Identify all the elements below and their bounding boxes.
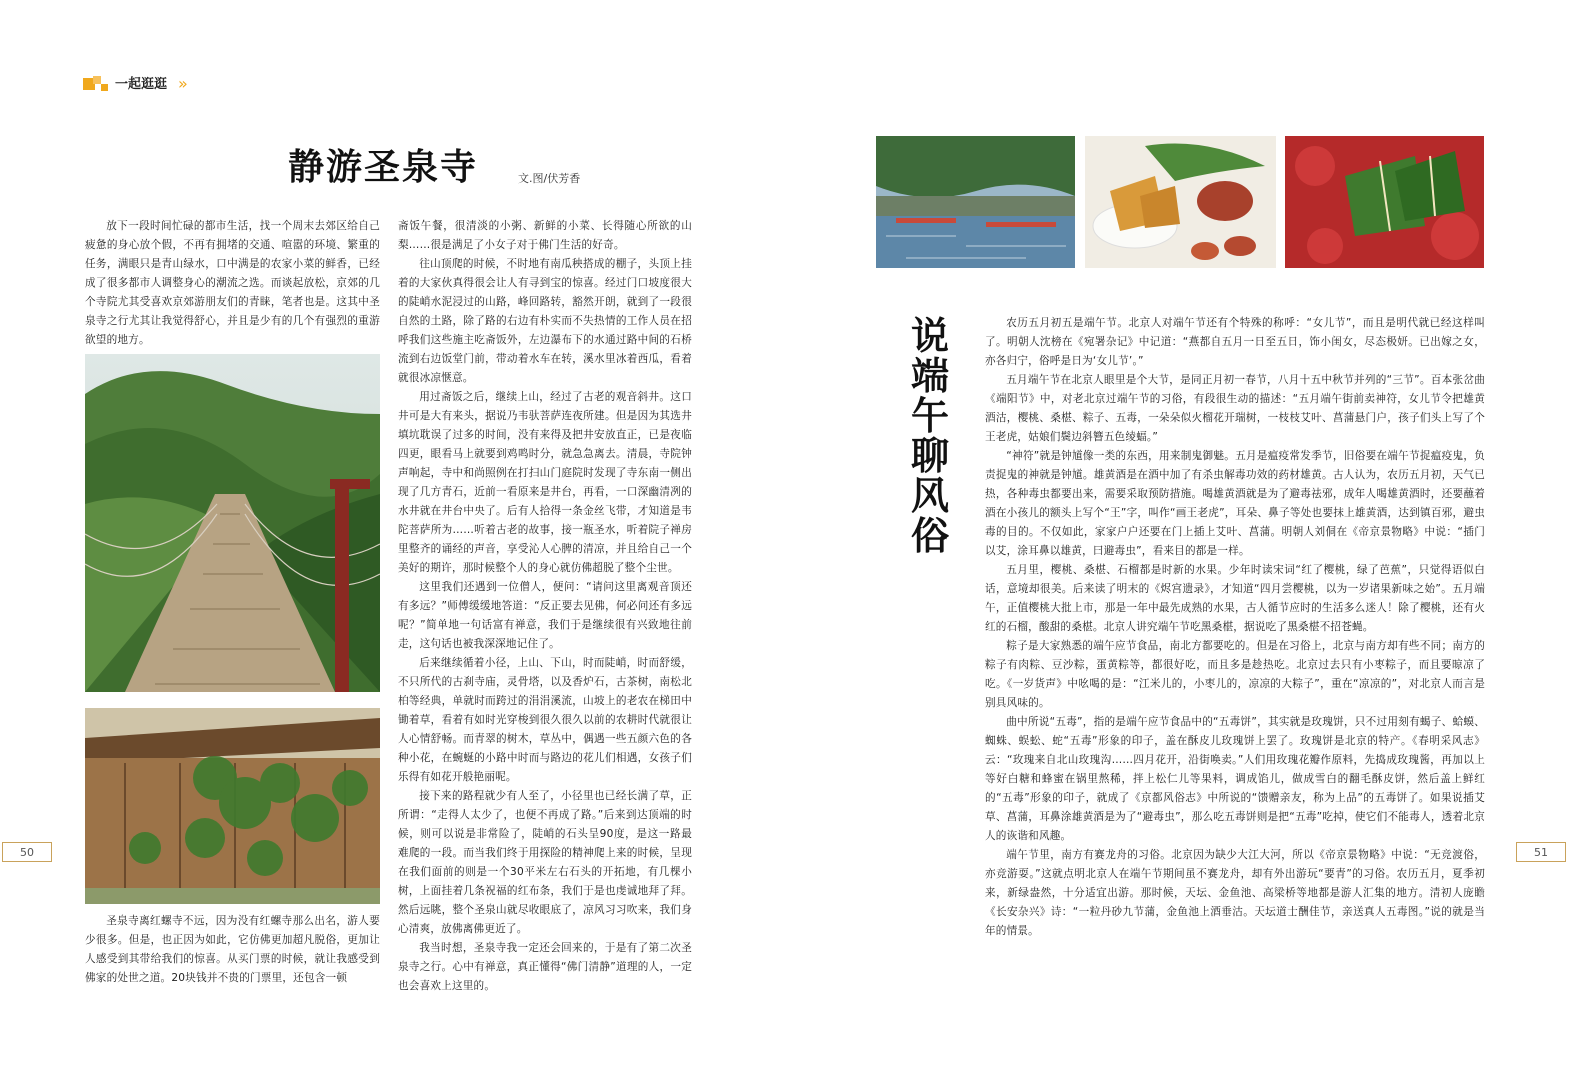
orange-block-tiny-icon — [101, 84, 108, 91]
paragraph: 往山顶爬的时候，不时地有南瓜秧搭成的棚子，头顶上挂着的大家伙真得很会让人有寻到宝的惊喜。经过门口坡度很大的陡峭水泥浸过的山路，峰回路转，豁然开朗，就到了一段很自然的土路，除了路的右边有朴实而不失热情的工作人员在招呼我们这些施主吃斋饭外，左边瀑布下的水通过路中间的石桥流到右边饭堂门前，带动着水车在转，溪水里冰着西瓜，看着就很冰凉惬意。 — [398, 258, 692, 384]
double-chevron-icon: » — [178, 74, 188, 93]
page-number-left: 50 — [2, 842, 52, 862]
article-byline: 文.图/伏芳香 — [518, 172, 581, 185]
paragraph: 斋饭午餐，很清淡的小粥、新鲜的小菜、长得随心所欲的山梨……很是满足了小女子对于佛门生活的好奇。 — [398, 220, 692, 251]
paragraph: 用过斋饭之后，继续上山，经过了古老的观音斜井。这口井可是大有来头，据说乃韦驮菩萨连夜所建。但是因为其选井填坑耽误了过多的时间，没有来得及把井安放直正，已是夜临四更，眼看马上就要到鸡鸣时分，就急急离去。清晨，寺院钟声响起，寺中和尚照例在打扫山门庭院时发现了寺东南一侧出现了几方青石，近前一看原来是井台，再看，一口深幽清冽的水井就在井台中央了。后有人拾得一条金丝飞带，才知道是韦陀菩萨所为……听着古老的故事，接一瓶圣水，听着院子禅房里整齐的诵经的声音，享受沁人心脾的清凉，并且给自己一个美好的期许，那时候整个人的身心就仿佛超脱了整个尘世。 — [398, 391, 692, 574]
paragraph: 我当时想，圣泉寺我一定还会回来的，于是有了第二次圣泉寺之行。心中有禅意，真正懂得“佛门清静”道理的人，一定也会喜欢上这里的。 — [398, 942, 692, 992]
page-number-right: 51 — [1516, 842, 1566, 862]
paragraph: 曲中所说“五毒”，指的是端午应节食品中的“五毒饼”，其实就是玫瑰饼，只不过用刻有蝎子、蛤蟆、蜘蛛、蜈蚣、蛇“五毒”形象的印子，盖在酥皮儿玫瑰饼上罢了。玫瑰饼是北京的特产。《春明采风志》云：“玫瑰来自北山玫瑰沟……四月花开，沿街唤卖。”人们用玫瑰花瓣作原料，先捣成玫瑰酱，再加以上等好白糖和蜂蜜在锅里熬稀，拌上松仁儿等果料，调成馅儿，做成雪白的翻毛酥皮饼，然后盖上鲜红的“五毒”形象的印子，就成了《京都风俗志》中所说的“馈赠亲友，称为上品”的五毒饼了。如果说插艾草、菖蒲，耳鼻涂雄黄酒是为了“避毒虫”，那么吃五毒饼则是把“五毒”吃掉，使它们不能毒人，透着北京人的诙谐和风趣。 — [985, 716, 1485, 842]
paragraph: 农历五月初五是端午节。北京人对端午节还有个特殊的称呼：“女儿节”，而且是明代就已经这样叫了。明朝人沈榜在《宛署杂记》中记道：“燕都自五月一日至五日，饰小闺女，尽态极妍。已出嫁之女，亦各归宁，俗呼是日为‘女儿节’。” — [985, 317, 1485, 367]
article-title: 静游圣泉寺 — [288, 146, 479, 188]
zongzi-illustration — [1085, 136, 1276, 268]
bridge-photo — [85, 354, 380, 692]
paragraph: 五月里，樱桃、桑椹、石榴都是时新的水果。少年时读宋词“红了樱桃，绿了芭蕉”，只觉得语似白话，意境却很美。后来读了明末的《烬宫遗录》，才知道“四月尝樱桃，以为一岁诸果新味之始”。五月端午，正值樱桃大批上市，那是一年中最先成熟的水果，古人循节应时的生活多么迷人！除了樱桃，还有火红的石榴，酸甜的桑椹。北京人讲究端午节吃黑桑椹，据说吃了黑桑椹不招苍蝇。 — [985, 564, 1485, 633]
paragraph: 这里我们还遇到一位僧人，便问：“请问这里离观音顶还有多远？”师傅缓缓地答道：“反正要去见佛，何必问还有多远呢？”简单地一句话富有禅意，我们于是继续很有兴致地往前走，这句话也被我深深地记住了。 — [398, 581, 692, 650]
zongzi-tea-photo — [1085, 136, 1276, 268]
paragraph: 圣泉寺离红螺寺不远，因为没有红螺寺那么出名，游人要少很多。但是，也正因为如此，它仿佛更加超凡脱俗，更加让人感受到其带给我们的惊喜。从买门票的时候，就让我感受到佛家的处世之道。20块钱并不贵的门票里，还包含一顿 — [85, 915, 380, 984]
section-marker — [83, 76, 213, 94]
left-col1-bottom — [85, 912, 380, 992]
paragraph: 放下一段时间忙碌的都市生活，找一个周末去郊区给自己疲惫的身心放个假，不再有拥堵的交通、喧嚣的环境、繁重的任务，满眼只是青山绿水，口中满是的农家小菜的鲜香，已经成了很多都市人调整身心的潮流之选。而谈起放松，京郊的几个寺院尤其受喜欢京郊游朋友们的青睐，笔者也是。这其中圣泉寺之行尤其让我觉得舒心，并且是少有的几个有强烈的重游欲望的地方。 — [85, 220, 380, 346]
hut-photo — [85, 708, 380, 904]
paragraph: 端午节里，南方有赛龙舟的习俗。北京因为缺少大江大河，所以《帝京景物略》中说：“无竞渡俗，亦竞游耍。”这就点明北京人在端午节期间虽不赛龙舟，却有外出游玩“要青”的习俗。农历五月，夏季初来，新绿盎然，十分适宜出游。那时候，天坛、金鱼池、高梁桥等地都是游人汇集的地方。清初人庞瞻《长安杂兴》诗：“一粒丹砂九节蒲，金鱼池上酒垂沽。天坛道士酬佳节，亲送真人五毒图。”说的就是当年的情景。 — [985, 849, 1485, 937]
orange-block-small-icon — [93, 76, 101, 84]
right-article-body — [985, 314, 1485, 944]
section-label: 一起逛逛 — [115, 77, 168, 92]
zongzi-red-photo — [1285, 136, 1484, 268]
hut-illustration — [85, 708, 380, 904]
left-col2 — [398, 217, 692, 992]
zongzi-red-illustration — [1285, 136, 1484, 268]
paragraph: 五月端午节在北京人眼里是个大节，是同正月初一春节，八月十五中秋节并列的“三节”。百本张岔曲《端阳节》中，对老北京过端午节的习俗，有段很生动的描述：“五月端午街前卖神符，女儿节令把雄黄酒沽，樱桃、桑椹、粽子、五毒，一朵朵似火榴花开瑞树，一枝枝艾叶、菖蒲悬门户，孩子们头上写了个王老虎，姑娘们鬓边斜簪五色绫蝠。” — [985, 374, 1485, 443]
paragraph: 后来继续循着小径，上山、下山，时而陡峭，时而舒缓，不只所代的古刹寺庙，灵骨塔，以及香炉石，古茶树，南松北柏等经典，单就时而跨过的涓涓溪流，山坡上的老农在梯田中锄着草，看着有如时光穿梭到很久很久以前的农耕时代就很让人心情舒畅。而青翠的树木，草丛中，偶遇一些五颜六色的各种小花，在蜿蜒的小路中时而与路边的花儿们相遇，女孩子们乐得有如花开般艳丽呢。 — [398, 657, 692, 783]
dragon-boat-photo — [876, 136, 1075, 268]
river-illustration — [876, 136, 1075, 268]
paragraph: 粽子是大家熟悉的端午应节食品，南北方都要吃的。但是在习俗上，北京与南方却有些不同；南方的粽子有肉粽、豆沙粽，蛋黄粽等，都很好吃，而且多是趁热吃。北京过去只有小枣粽子，而且要晾凉了吃。《一岁货声》中吆喝的是：“江米儿的，小枣儿的，凉凉的大粽子”，重在“凉凉的”，对北京人而言是别具风味的。 — [985, 640, 1485, 709]
paragraph: 接下来的路程就少有人至了，小径里也已经长满了草，正所谓：“走得人太少了，也便不再成了路。”后来到达顶端的时候，则可以说是非常险了，陡峭的石头呈90度，是这一路最难爬的一段。而当我们终于用探险的精神爬上来的时候，呈现在我们面前的则是一个30平米左右石头的开拓地，有几棵小树，上面挂着几条祝福的红布条，我们于是也虔诚地拜了拜。然后远眺，整个圣泉山就尽收眼底了，凉风习习吹来，我们身心清爽，放佛离佛更近了。 — [398, 790, 692, 935]
article-title-vertical: 说端午聊风俗 — [910, 313, 949, 558]
left-col1-top — [85, 217, 380, 350]
paragraph: “神符”就是钟馗像一类的东西，用来制鬼御魅。五月是瘟疫常发季节，旧俗要在端午节捉瘟疫鬼，负责捉鬼的神就是钟馗。雄黄酒是在酒中加了有杀虫解毒功效的药材雄黄。古人认为，农历五月初，天气已热，各种毒虫都要出来，需要采取预防措施。喝雄黄酒就是为了避毒祛邪，成年人喝雄黄酒时，还要蘸着酒在小孩儿的额头上写个“王”字，叫作“画王老虎”，耳朵、鼻子等处也要抹上雄黄酒，达到镇百邪，避虫毒的目的。不仅如此，家家户户还要在门上插上艾叶、菖蒲。明朝人刘侗在《帝京景物略》中说：“插门以艾，涂耳鼻以雄黄，曰避毒虫”，看来目的都是一样。 — [985, 450, 1485, 557]
bridge-illustration — [85, 354, 380, 692]
